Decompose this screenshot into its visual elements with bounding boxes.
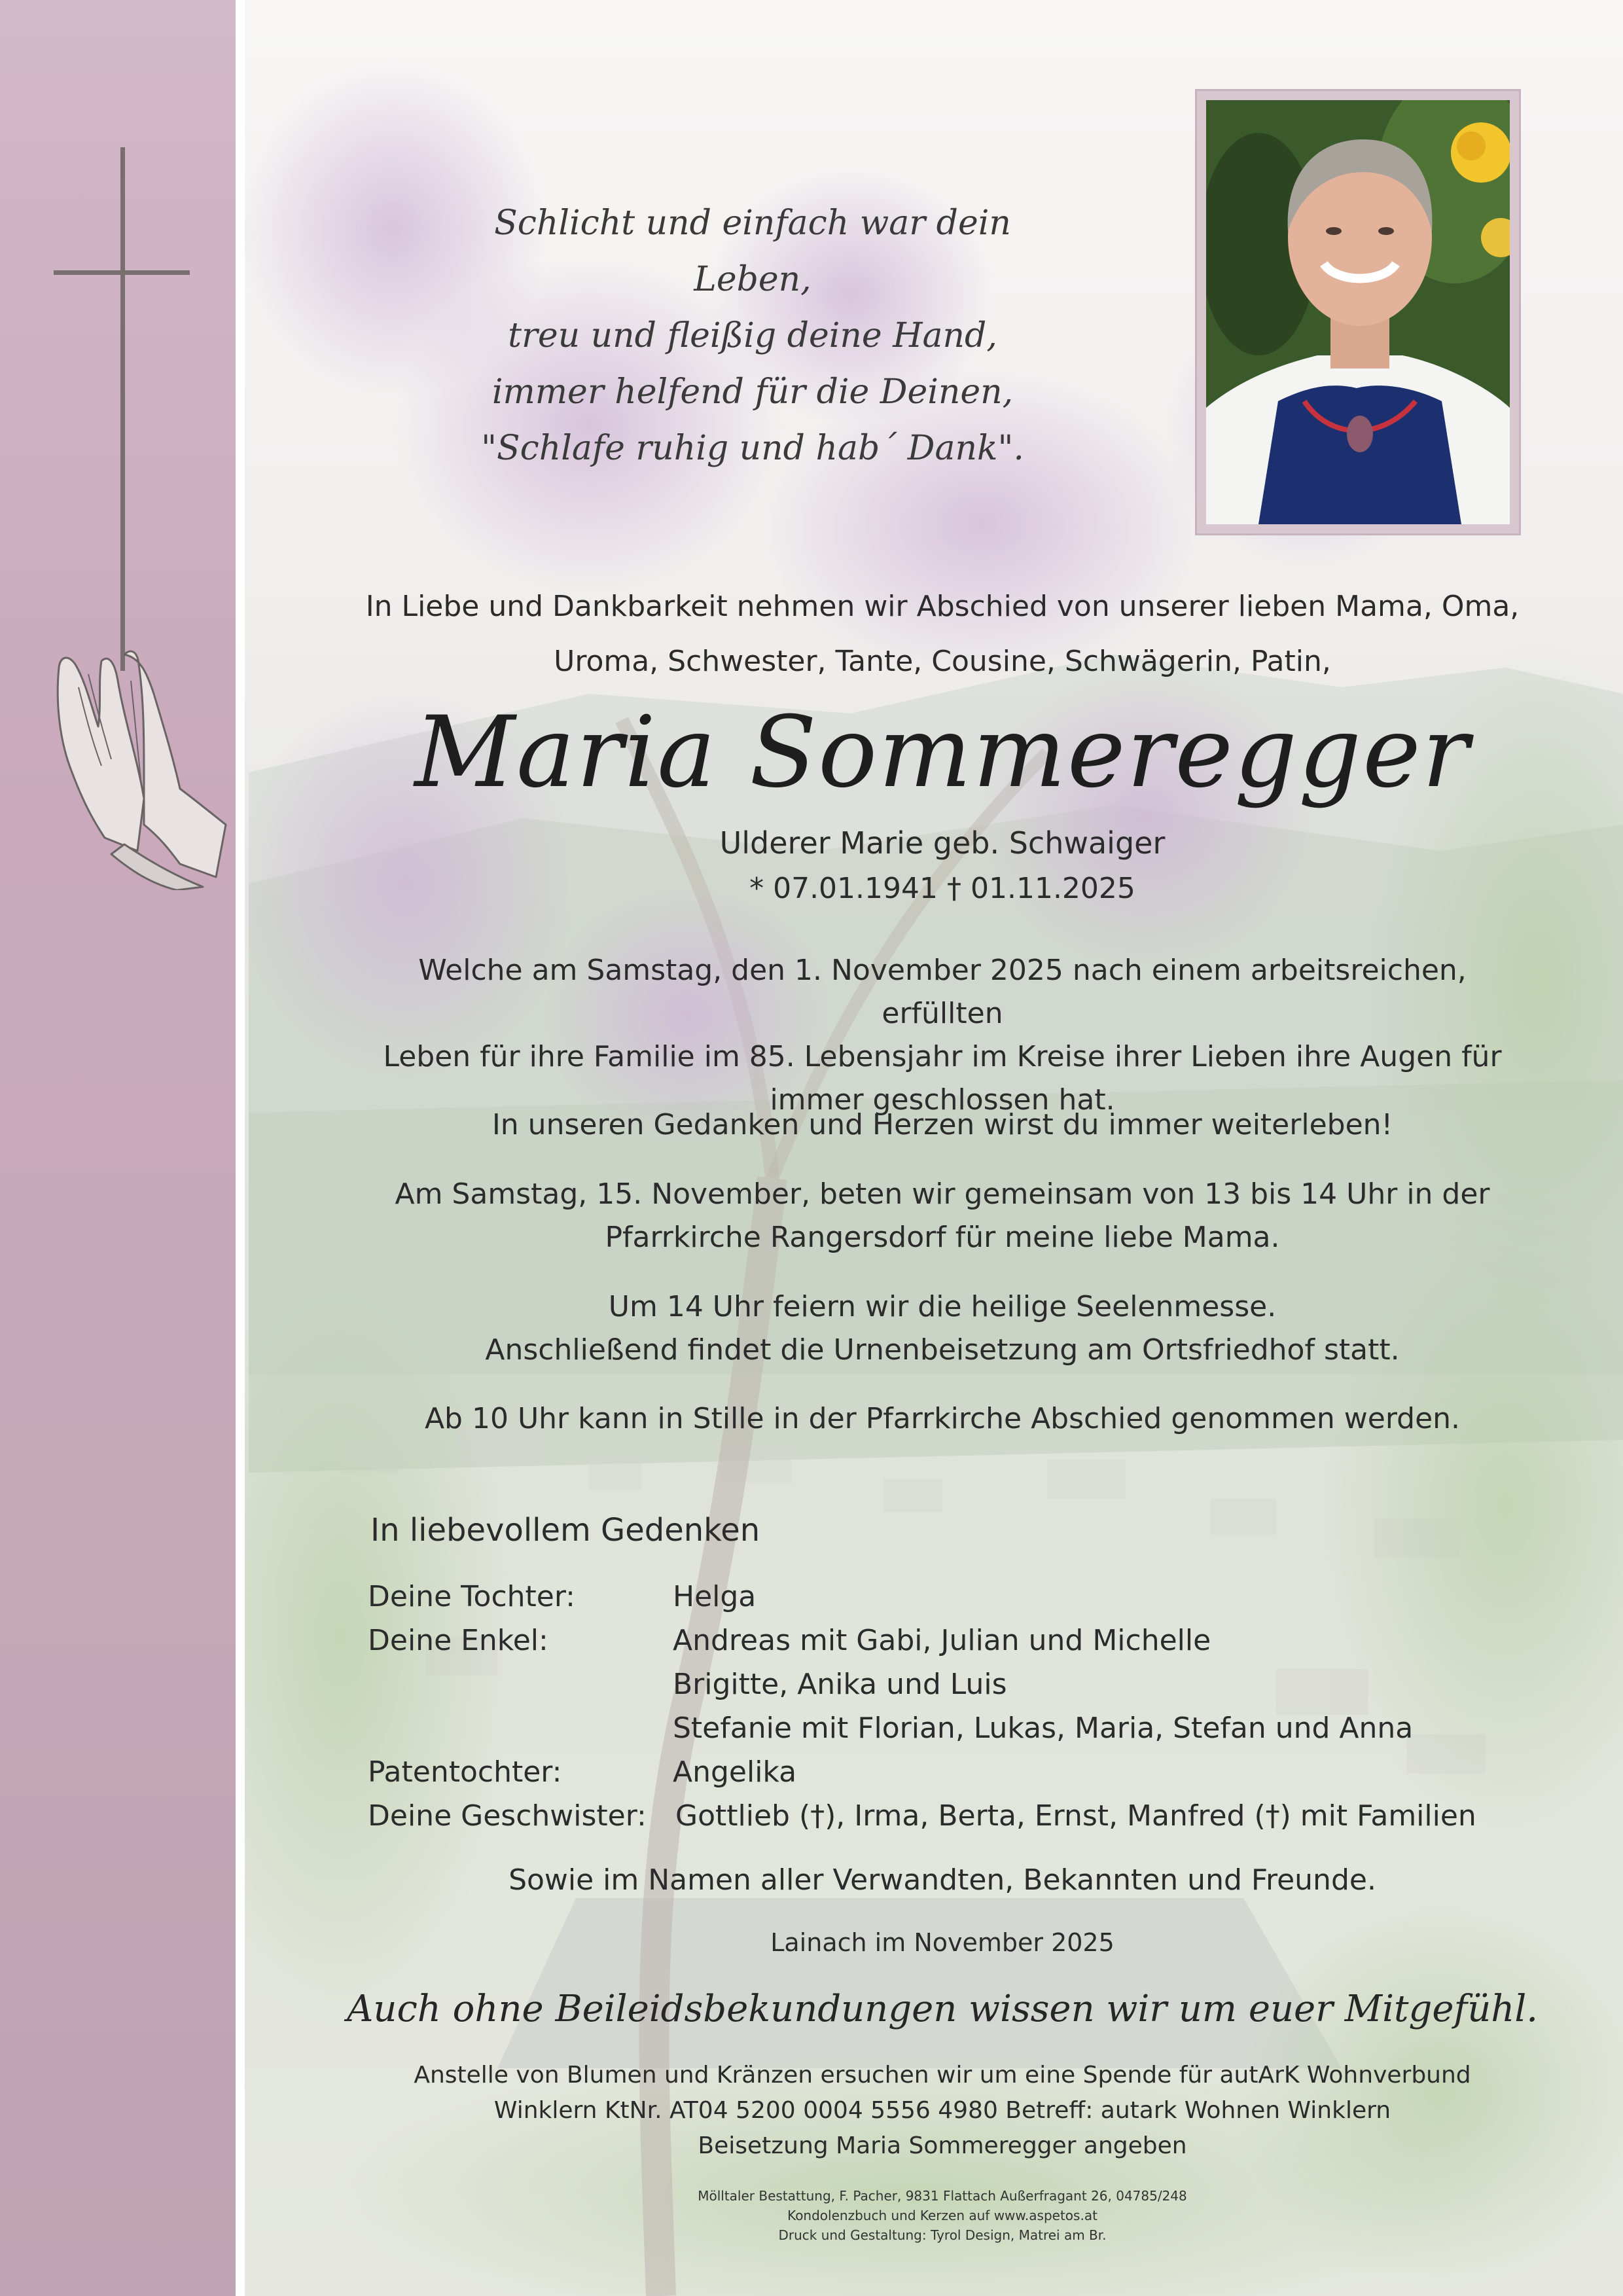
mourner-names: Gottlieb (†), Irma, Berta, Ernst, Manfred (†) mit Familien (675, 1799, 1476, 1833)
birth-name: Ulderer Marie geb. Schwaiger (719, 825, 1166, 861)
intro-line-1: In Liebe und Dankbarkeit nehmen wir Abschied von unserer lieben Mama, Oma, (365, 590, 1520, 623)
mass-paragraph (281, 1285, 1603, 1372)
donation-line-2: Winklern KtNr. AT04 5200 0004 5556 4980 Betreff: autark Wohnen Winklern (493, 2097, 1391, 2124)
mourner-names: Andreas mit Gabi, Julian und Michelle (673, 1624, 1211, 1657)
remembrance-line: In unseren Gedanken und Herzen wirst du immer weiterleben! (491, 1108, 1393, 1141)
closing-line: Auch ohne Beileidsbekundungen wissen wir um euer Mitgefühl. (346, 1988, 1539, 2030)
portrait-photo-image (1206, 100, 1510, 524)
prayer-paragraph (281, 1173, 1603, 1259)
mourner-row (368, 1662, 1546, 1706)
mourner-names: Stefanie mit Florian, Lukas, Maria, Stefan und Anna (673, 1712, 1414, 1745)
side-band (0, 0, 236, 2296)
mourner-row (368, 1750, 1546, 1794)
mourner-row (368, 1575, 1546, 1619)
mourner-row (368, 1619, 1546, 1662)
poem-line-3: immer helfend für die Deinen, (491, 372, 1014, 412)
prayer-line-1: Am Samstag, 15. November, beten wir gemeinsam von 13 bis 14 Uhr in der (395, 1177, 1490, 1211)
poem-line-2: treu und fleißig deine Hand, (508, 316, 997, 355)
farewell-line: Ab 10 Uhr kann in Stille in der Pfarrkirche Abschied genommen werden. (424, 1402, 1461, 1435)
prayer-line-2: Pfarrkirche Rangersdorf für meine liebe Mama. (605, 1221, 1280, 1254)
mourner-role: Deine Enkel: (368, 1624, 548, 1657)
mourner-names: Helga (673, 1580, 757, 1613)
mourner-role: Patentochter: (368, 1755, 562, 1789)
place-date: Lainach im November 2025 (770, 1928, 1115, 1957)
mourners-list (368, 1575, 1546, 1838)
mourner-role: Deine Tochter: (368, 1580, 575, 1613)
mourner-names: Angelika (673, 1755, 797, 1789)
memory-heading: In liebevollem Gedenken (370, 1512, 760, 1549)
mourner-names: Brigitte, Anika und Luis (673, 1668, 1007, 1701)
footer-line-2: Kondolenzbuch und Kerzen auf www.aspetos.at (787, 2208, 1097, 2223)
donation-line-1: Anstelle von Blumen und Kränzen ersuchen wir um eine Spende für autArK Wohnverbund (414, 2062, 1471, 2089)
mourner-row (368, 1706, 1546, 1750)
intro-line-2: Uroma, Schwester, Tante, Cousine, Schwägerin, Patin, (554, 645, 1331, 678)
passing-paragraph (281, 949, 1603, 1122)
footer-line-1: Mölltaler Bestattung, F. Pacher, 9831 Flattach Außerfragant 26, 04785/248 (698, 2188, 1187, 2204)
side-divider-line (236, 0, 245, 2296)
portrait-photo-frame (1195, 89, 1521, 535)
life-dates: * 07.01.1941 † 01.11.2025 (749, 872, 1135, 905)
praying-hands-icon (46, 628, 229, 890)
portrait-photo (1206, 100, 1510, 524)
intro-text (281, 579, 1603, 689)
poem-line-1: Schlicht und einfach war dein Leben, (494, 204, 1011, 299)
passing-line-1: Welche am Samstag, den 1. November 2025 nach einem arbeitsreichen, erfüllten (418, 954, 1467, 1030)
poem-line-4: "Schlafe ruhig und hab´ Dank". (481, 429, 1024, 468)
mass-line-2: Anschließend findet die Urnenbeisetzung am Ortsfriedhof statt. (485, 1333, 1400, 1367)
footer (281, 2186, 1603, 2245)
passing-line-3: immer geschlossen hat. (770, 1083, 1115, 1117)
relatives-line: Sowie im Namen aller Verwandten, Bekannten und Freunde. (508, 1863, 1376, 1897)
footer-line-3: Druck und Gestaltung: Tyrol Design, Matrei am Br. (778, 2227, 1107, 2243)
poem (432, 195, 1073, 476)
mourner-row (368, 1794, 1546, 1838)
mass-line-1: Um 14 Uhr feiern wir die heilige Seelenmesse. (608, 1290, 1277, 1323)
donation-line-3: Beisetzung Maria Sommeregger angeben (698, 2132, 1187, 2159)
cross-icon-crossbar (54, 270, 190, 275)
donation-note (281, 2058, 1603, 2164)
passing-line-2: Leben für ihre Familie im 85. Lebensjahr im Kreise ihrer Lieben ihre Augen für (383, 1040, 1502, 1073)
mourner-role: Deine Geschwister: (368, 1799, 647, 1833)
deceased-name: Maria Sommeregger (414, 696, 1471, 810)
cross-icon (120, 147, 125, 671)
